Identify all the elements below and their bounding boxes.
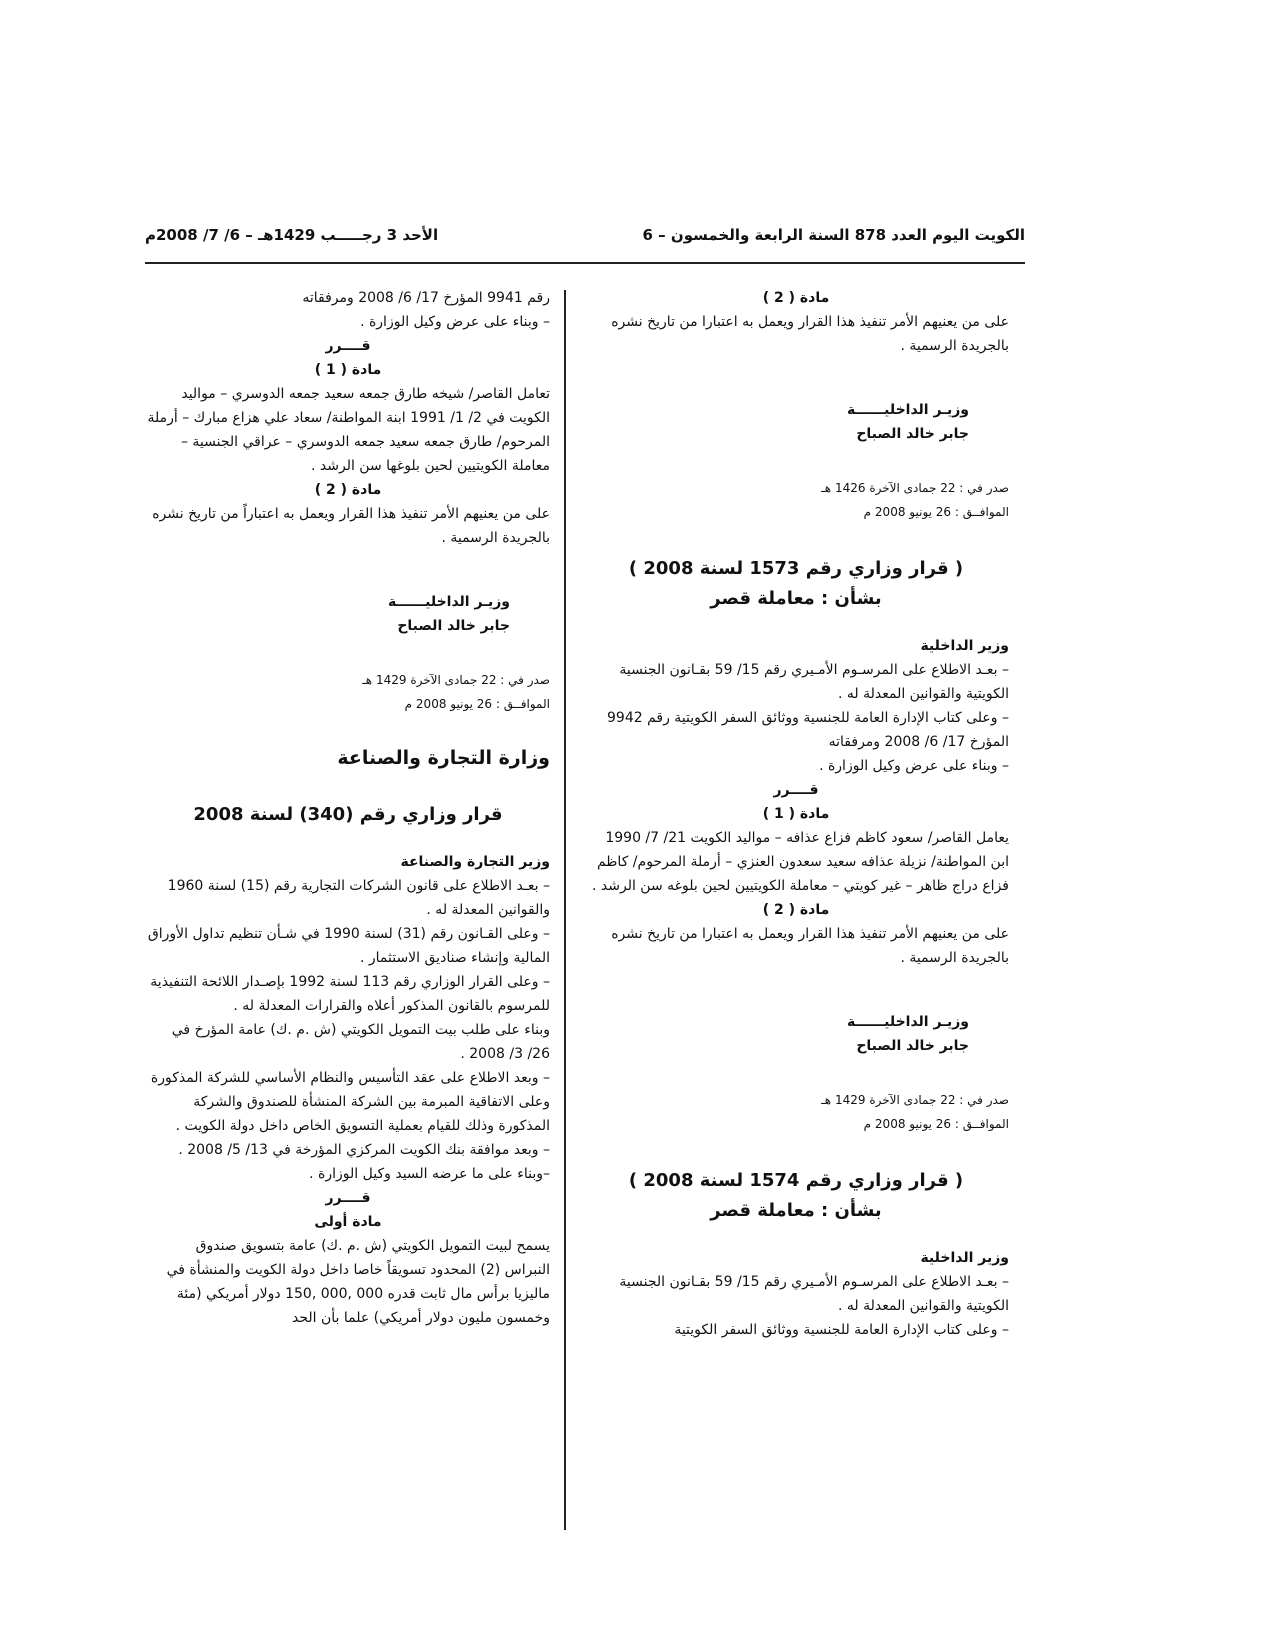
article-label: مادة ( 2 ): [762, 902, 830, 918]
left-column: [146, 286, 550, 1330]
signature-title: وزيـر الداخليــــــة: [846, 1014, 969, 1030]
issue-date: صدر في : 22 جمادى الآخرة 1429 هـ: [362, 673, 550, 687]
decree-clause: – وعلى كتاب الإدارة العامة للجنسية ووثائق السفر الكويتية رقم 9942 المؤرخ 17/ 6/ 2008 ومرفقاته: [607, 710, 1009, 750]
signature-name: جابر خالد الصباح: [856, 426, 969, 442]
decree-clause: وبناء على طلب بيت التمويل الكويتي (ش .م .ك) عامة المؤرخ في 26/ 3/ 2008 .: [171, 1022, 550, 1062]
decree-title: ( قرار وزاري رقم 1573 لسنة 2008 ): [628, 558, 964, 579]
signature-title: وزيـر الداخليــــــة: [387, 594, 510, 610]
article-text: يسمح لبيت التمويل الكويتي (ش .م .ك) عامة بتسويق صندوق النبراس (2) المحدود تسويقاً خاصا داخل دولة الكويت والمنشأة في ماليزيا برأس مال ثابت قدره 000 ,000 ,150 دولار أمريكي (مئة وخمسون مليون دولار أمريكي) علما بأن الحد: [166, 1238, 550, 1326]
ministry-heading: وزارة التجارة والصناعة: [337, 747, 550, 769]
decree-clause: – بعـد الاطلاع على قانون الشركات التجارية رقم (15) لسنة 1960 والقوانين المعدلة له .: [167, 878, 550, 918]
signature-name: جابر خالد الصباح: [397, 618, 510, 634]
article-text: على من يعنيهم الأمر تنفيذ هذا القرار ويعمل به اعتبارا من تاريخ نشره بالجريدة الرسمية .: [611, 314, 1009, 354]
signature-name: جابر خالد الصباح: [856, 1038, 969, 1054]
article-label: مادة ( 1 ): [314, 362, 382, 378]
equivalent-date: الموافــق : 26 يونيو 2008 م: [404, 697, 550, 711]
decree-issuer: وزير الداخلية: [920, 1250, 1009, 1266]
decree-clause: – وعلى القـانون رقم (31) لسنة 1990 في شـأن تنظيم تداول الأوراق المالية وإنشاء صناديق الاستثمار .: [147, 926, 550, 966]
article-label: مادة ( 2 ): [314, 482, 382, 498]
decree-clause: – وبعد الاطلاع على عقد التأسيس والنظام الأساسي للشركة المذكورة وعلى الاتفاقية المبرمة بين الشركة المنشأة للصندوق والشركة المذكورة وذلك للقيام بعملية التسويق الخاص داخل دولة الكويت .: [150, 1070, 550, 1134]
column-divider: [564, 290, 566, 1530]
article-label: مادة ( 2 ): [762, 290, 830, 306]
decided-label: قــــرر: [773, 782, 819, 798]
signature-title: وزيـر الداخليــــــة: [846, 402, 969, 418]
article-label: مادة أولى: [314, 1214, 382, 1230]
equivalent-date: الموافــق : 26 يونيو 2008 م: [863, 1117, 1009, 1131]
equivalent-date: الموافــق : 26 يونيو 2008 م: [863, 505, 1009, 519]
decided-label: قــــرر: [325, 338, 371, 354]
decree-clause: – وبناء على عرض وكيل الوزارة .: [360, 314, 550, 330]
page-header: [145, 226, 1025, 256]
decree-subject: بشأن : معاملة قصر: [710, 588, 882, 609]
decree-clause: – بعـد الاطلاع على المرسـوم الأمـيري رقم 15/ 59 بقـانون الجنسية الكويتية والقوانين المعدلة له .: [619, 662, 1009, 702]
decree-clause: – وبعد موافقة بنك الكويت المركزي المؤرخة في 13/ 5/ 2008 .: [178, 1142, 550, 1158]
right-column: [583, 286, 1009, 1342]
decided-label: قــــرر: [325, 1190, 371, 1206]
decree-clause: – وعلى كتاب الإدارة العامة للجنسية ووثائق السفر الكويتية: [674, 1322, 1009, 1338]
decree-issuer: وزير الداخلية: [920, 638, 1009, 654]
decree-title: ( قرار وزاري رقم 1574 لسنة 2008 ): [628, 1170, 964, 1191]
article-text: على من يعنيهم الأمر تنفيذ هذا القرار ويعمل به اعتباراً من تاريخ نشره بالجريدة الرسمية .: [152, 506, 550, 546]
header-issue-info: الكويت اليوم العدد 878 السنة الرابعة والخمسون – 6: [642, 226, 1025, 244]
article-label: مادة ( 1 ): [762, 806, 830, 822]
decree-clause: –وبناء على ما عرضه السيد وكيل الوزارة .: [309, 1166, 550, 1182]
article-text: على من يعنيهم الأمر تنفيذ هذا القرار ويعمل به اعتبارا من تاريخ نشره بالجريدة الرسمية .: [611, 926, 1009, 966]
header-rule: [145, 262, 1025, 264]
header-date: الأحد 3 رجـــــب 1429هـ – 6/ 7/ 2008م: [145, 226, 439, 244]
issue-date: صدر في : 22 جمادى الآخرة 1429 هـ: [821, 1093, 1009, 1107]
article-text: يعامل القاصر/ سعود كاظم فزاع عذافه – مواليد الكويت 21/ 7/ 1990 ابن المواطنة/ نزيلة عذافه سعيد سعدون العنزي – أرملة المرحوم/ كاظم فزاع دراج ظاهر – غير كويتي – معاملة الكويتيين لحين بلوغه سن الرشد .: [592, 830, 1009, 894]
decree-issuer: وزير التجارة والصناعة: [400, 854, 550, 870]
decree-subject: بشأن : معاملة قصر: [710, 1200, 882, 1221]
decree-title: قرار وزاري رقم (340) لسنة 2008: [193, 804, 503, 825]
article-text: تعامل القاصر/ شيخه طارق جمعه سعيد جمعه الدوسري – مواليد الكويت في 2/ 1/ 1991 ابنة المواطنة/ سعاد علي هزاع مبارك – أرملة المرحوم/ طارق جمعه سعيد جمعه الدوسري – عراقي الجنسية – معاملة الكويتيين لحين بلوغها سن الرشد .: [147, 386, 550, 474]
decree-clause: – وبناء على عرض وكيل الوزارة .: [819, 758, 1009, 774]
decree-clause: – وعلى القرار الوزاري رقم 113 لسنة 1992 بإصـدار اللائحة التنفيذية للمرسوم بالقانون المذكور أعلاه والقرارات المعدلة له .: [150, 974, 550, 1014]
decree-clause: – بعـد الاطلاع على المرسـوم الأمـيري رقم 15/ 59 بقـانون الجنسية الكويتية والقوانين المعدلة له .: [619, 1274, 1009, 1314]
decree-clause: رقم 9941 المؤرخ 17/ 6/ 2008 ومرفقاته: [302, 290, 550, 306]
issue-date: صدر في : 22 جمادى الآخرة 1426 هـ: [821, 481, 1009, 495]
